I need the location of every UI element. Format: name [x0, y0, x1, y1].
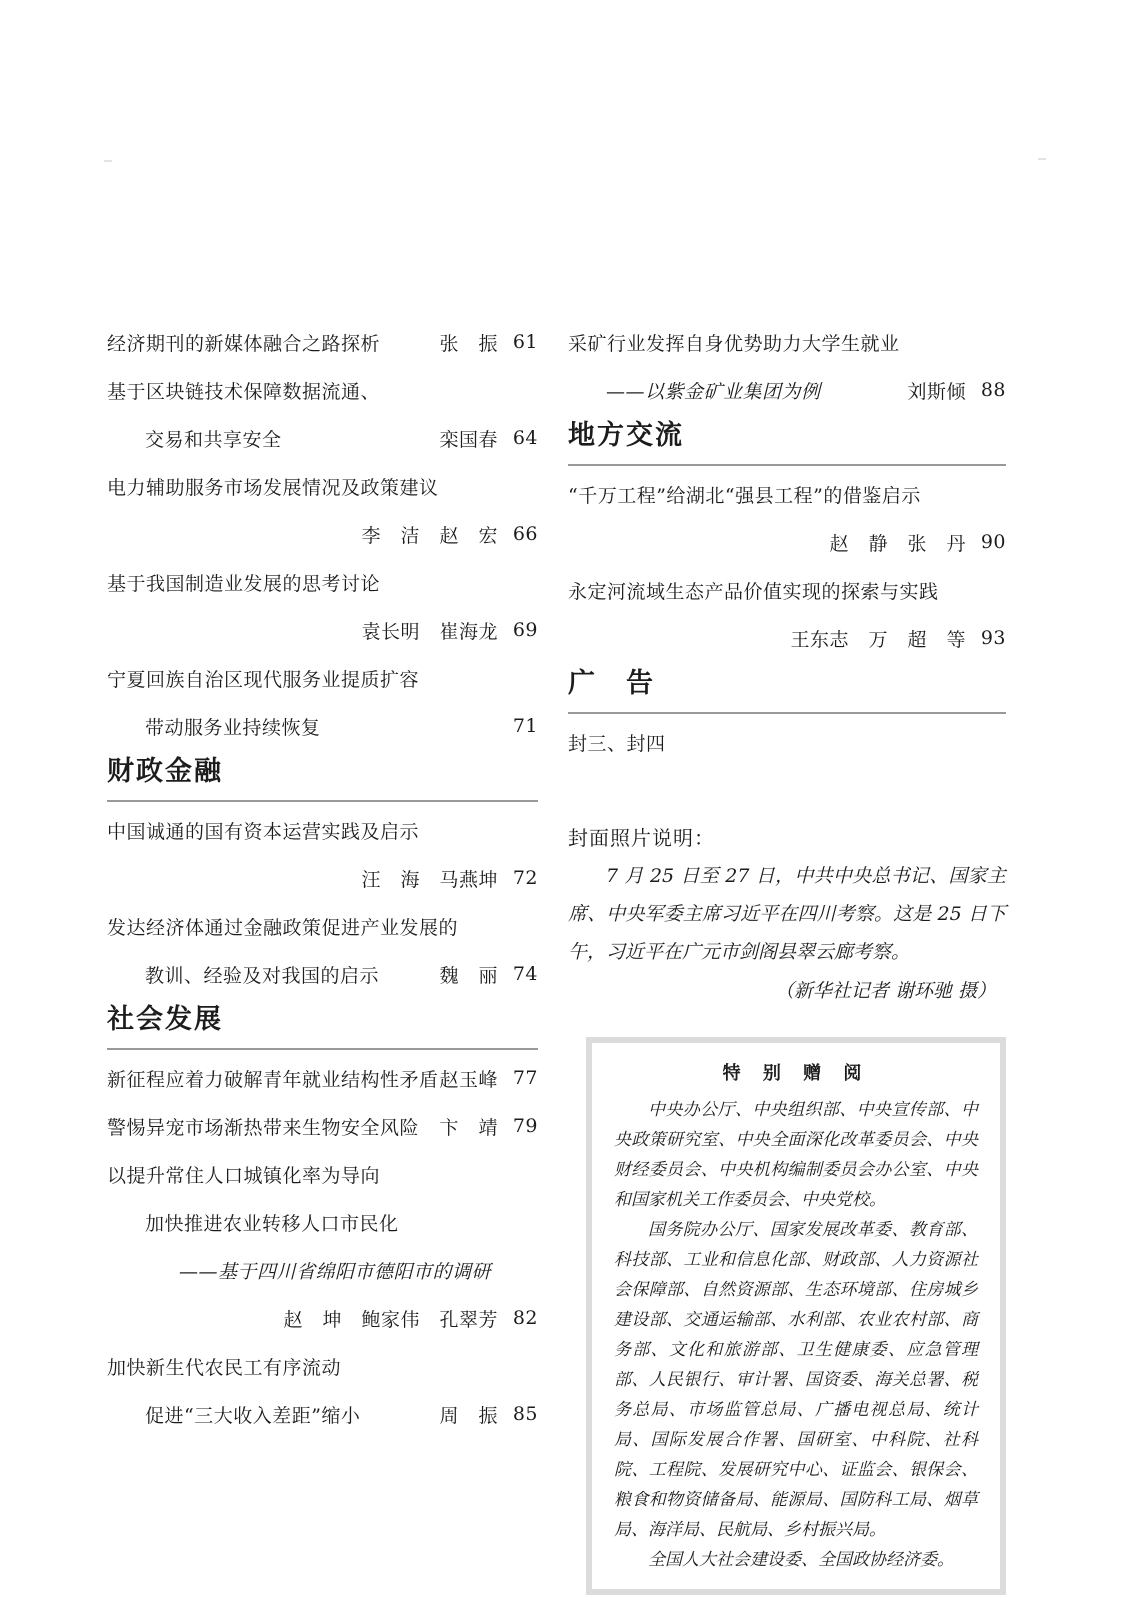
toc-entry — [568, 718, 1006, 766]
toc-entry — [568, 366, 1006, 414]
toc-entry — [568, 518, 1006, 566]
entry-title: 封三、封四 — [568, 732, 666, 755]
section-heading: 社会发展 — [107, 1004, 223, 1035]
entry-title: 发达经济体通过金融政策促进产业发展的 — [107, 916, 459, 939]
toc-entry — [107, 318, 538, 366]
toc-entry — [107, 1198, 538, 1246]
entry-title: “千万工程”给湖北“强县工程”的借鉴启示 — [568, 484, 921, 507]
entry-title: 交易和共享安全 — [145, 428, 282, 451]
cover-note-credit: （新华社记者 谢环驰 摄） — [774, 980, 996, 1002]
entry-authors: 魏 丽 — [439, 964, 498, 987]
entry-authors: 周 振 — [439, 1404, 498, 1427]
section-heading: 财政金融 — [107, 756, 223, 787]
entry-title: 带动服务业持续恢复 — [145, 716, 321, 739]
toc-entry — [107, 1054, 538, 1102]
toc-entry — [107, 1150, 538, 1198]
entry-title: 电力辅助服务市场发展情况及政策建议 — [107, 476, 439, 499]
entry-authors: 赵 坤 鲍家伟 孔翠芳 — [283, 1308, 498, 1331]
entry-title: ——以紫金矿业集团为例 — [606, 380, 821, 403]
entry-page-number: 71 — [512, 715, 538, 737]
entry-authors: 赵 静 张 丹 — [829, 532, 966, 555]
entry-authors: 卞 靖 — [439, 1116, 498, 1139]
entry-title: 加快推进农业转移人口市民化 — [145, 1212, 399, 1235]
toc-entry — [107, 462, 538, 510]
entry-page-number: 72 — [512, 867, 538, 889]
entry-title: 宁夏回族自治区现代服务业提质扩容 — [107, 668, 420, 691]
toc-right-column — [568, 318, 1006, 1595]
entry-page-number: 69 — [512, 619, 538, 641]
toc-entry — [107, 366, 538, 414]
toc-entry — [107, 950, 538, 998]
entry-page-number: 64 — [512, 427, 538, 449]
gift-box-paragraph: 中央办公厅、中央组织部、中央宣传部、中央政策研究室、中央全面深化改革委员会、中央财经委员会、中央机构编制委员会办公室、中央和国家机关工作委员会、中央党校。 — [614, 1100, 978, 1210]
section-heading: 广 告 — [568, 668, 655, 699]
section-heading-block — [568, 420, 1006, 466]
toc-entry — [568, 614, 1006, 662]
toc-entry — [107, 558, 538, 606]
entry-authors: 栾国春 — [439, 428, 498, 451]
entry-authors: 张 振 — [439, 332, 498, 355]
cover-note-body: 7 月 25 日至 27 日，中共中央总书记、国家主席、中央军委主席习近平在四川考察。这是 25 日下午，习近平在广元市剑阁县翠云廊考察。 — [568, 865, 1006, 963]
gift-box-paragraph: 国务院办公厅、国家发展改革委、教育部、科技部、工业和信息化部、财政部、人力资源社会保障部、自然资源部、生态环境部、住房城乡建设部、交通运输部、水利部、农业农村部、商务部、文化和旅游部、卫生健康委、应急管理部、人民银行、审计署、国资委、海关总署、税务总局、市场监管总局、广播电视总局、统计局、国际发展合作署、国研室、中科院、社科院、工程院、发展研究中心、证监会、银保会、粮食和物资储备局、能源局、国防科工局、烟草局、海洋局、民航局、乡村振兴局。 — [614, 1220, 978, 1540]
toc-entry — [107, 1246, 538, 1294]
entry-page-number: 66 — [512, 523, 538, 545]
toc-entry — [107, 1390, 538, 1438]
entry-title: ——基于四川省绵阳市德阳市的调研 — [179, 1260, 492, 1283]
entry-authors: 刘斯倾 — [907, 380, 966, 403]
entry-authors: 袁长明 崔海龙 — [361, 620, 498, 643]
entry-title: 经济期刊的新媒体融合之路探析 — [107, 332, 381, 355]
entry-title: 永定河流域生态产品价值实现的探索与实践 — [568, 580, 939, 603]
entry-title: 促进“三大收入差距”缩小 — [145, 1404, 361, 1427]
toc-entry — [107, 902, 538, 950]
toc-entry — [107, 654, 538, 702]
entry-page-number: 61 — [512, 331, 538, 353]
entry-title: 警惕异宠市场渐热带来生物安全风险 — [107, 1116, 420, 1139]
section-heading-block — [107, 1004, 538, 1050]
toc-entry — [107, 702, 538, 750]
toc-entry — [107, 1342, 538, 1390]
entry-title: 教训、经验及对我国的启示 — [145, 964, 380, 987]
entry-title: 新征程应着力破解青年就业结构性矛盾 — [107, 1068, 439, 1091]
entry-page-number: 85 — [512, 1403, 538, 1425]
toc-entry — [107, 1294, 538, 1342]
toc-entry — [107, 1102, 538, 1150]
entry-authors: 王东志 万 超 等 — [790, 628, 966, 651]
toc-entry — [568, 318, 1006, 366]
toc-entry — [107, 510, 538, 558]
entry-title: 基于我国制造业发展的思考讨论 — [107, 572, 381, 595]
toc-entry — [107, 606, 538, 654]
entry-page-number: 74 — [512, 963, 538, 985]
special-gift-box — [586, 1037, 1006, 1595]
entry-authors: 汪 海 马燕坤 — [361, 868, 498, 891]
toc-entry — [107, 414, 538, 462]
entry-page-number: 88 — [980, 379, 1006, 401]
entry-title: 基于区块链技术保障数据流通、 — [107, 380, 381, 403]
cover-note-label: 封面照片说明： — [568, 826, 715, 850]
section-heading-block — [568, 668, 1006, 714]
entry-page-number: 77 — [512, 1067, 538, 1089]
toc-entry — [107, 806, 538, 854]
section-heading: 地方交流 — [568, 420, 684, 451]
entry-page-number: 79 — [512, 1115, 538, 1137]
gift-box-paragraph: 全国人大社会建设委、全国政协经济委。 — [648, 1550, 954, 1570]
entry-authors: 赵玉峰 — [439, 1068, 498, 1091]
toc-entry — [568, 470, 1006, 518]
entry-title: 采矿行业发挥自身优势助力大学生就业 — [568, 332, 900, 355]
section-heading-block — [107, 756, 538, 802]
crop-mark-right — [1038, 158, 1046, 160]
cover-photo-note — [568, 822, 1006, 1011]
entry-page-number: 90 — [980, 531, 1006, 553]
entry-title: 中国诚通的国有资本运营实践及启示 — [107, 820, 420, 843]
toc-right-rows — [568, 318, 1006, 766]
gift-box-title: 特 别 赠 阅 — [722, 1063, 870, 1084]
toc-entry — [568, 566, 1006, 614]
entry-title: 加快新生代农民工有序流动 — [107, 1356, 342, 1379]
entry-title: 以提升常住人口城镇化率为导向 — [107, 1164, 381, 1187]
toc-entry — [107, 854, 538, 902]
entry-page-number: 93 — [980, 627, 1006, 649]
toc-left-column — [107, 318, 538, 1438]
entry-page-number: 82 — [512, 1307, 538, 1329]
entry-authors: 李 洁 赵 宏 — [361, 524, 498, 547]
crop-mark-left — [104, 160, 112, 162]
